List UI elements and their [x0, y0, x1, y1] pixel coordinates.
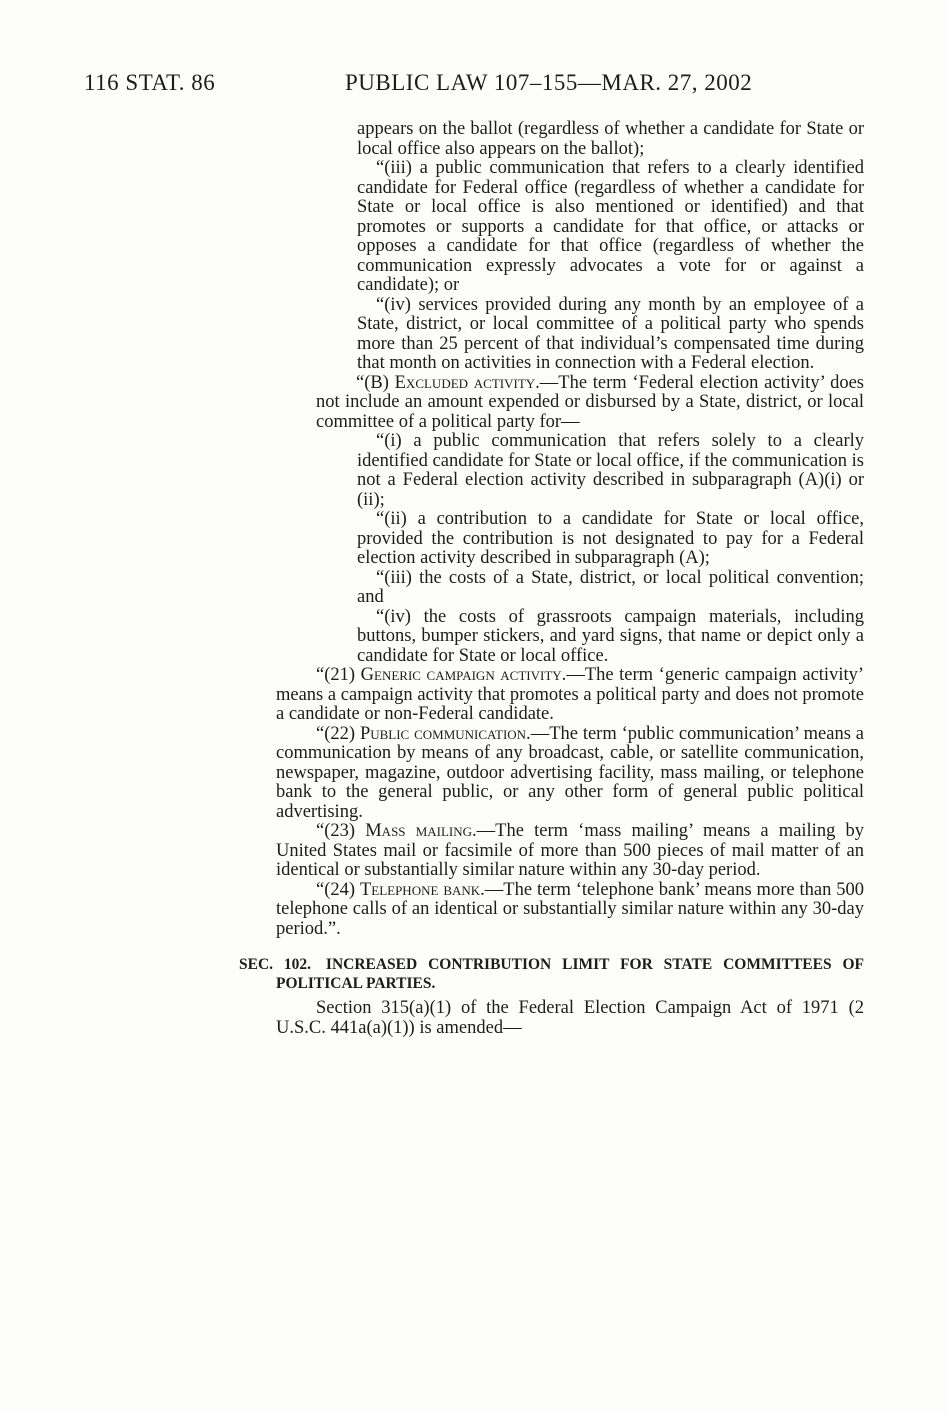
section-number: SEC. 102. [239, 956, 312, 973]
paragraph-23 [276, 822, 864, 881]
paragraph-21 [276, 666, 864, 725]
document-body [239, 119, 865, 1038]
paragraph-21-text: —The term ‘generic campaign activity’ means a campaign activity that promotes a political party and does not promote a candidate or non-Federal candidate. [276, 665, 865, 724]
paragraph-23-heading: Mass mailing. [365, 821, 477, 841]
stat-page-number: 116 STAT. 86 [84, 70, 216, 95]
paragraph-22-heading: Public communication. [359, 723, 531, 744]
clause-b-i: “(i) a public communication that refers solely to a clearly identified candidate for State or local office, if the communication is not a Federal election activity described in subparagraph (A)(i) or (ii); [357, 431, 864, 510]
paragraph-24 [276, 881, 864, 940]
clause-a-iv: “(iv) services provided during any month by an employee of a State, district, or local committee of a political party who spends more than 25 percent of that individual’s compensated time during that month on activities in connection with a Federal election. [357, 294, 864, 373]
clause-b-ii: “(ii) a contribution to a candidate for State or local office, provided the contribution is not designated to pay for a Federal election activity described in subparagraph (A); [357, 509, 864, 568]
paragraph-22-lead: “(22) [316, 723, 356, 744]
section-102-text: Section 315(a)(1) of the Federal Election Campaign Act of 1971 (2 U.S.C. 441a(a)(1)) is amended— [276, 998, 864, 1038]
subparagraph-b-heading: Excluded activity. [394, 372, 540, 393]
paragraph-21-heading: Generic campaign activity. [360, 665, 567, 685]
clause-a-continued: appears on the ballot (regardless of whether a candidate for State or local office also appears on the ballot); [357, 119, 864, 159]
section-title: INCREASED CONTRIBUTION LIMIT FOR STATE COMMITTEES OF POLITICAL PARTIES. [276, 956, 864, 992]
paragraph-24-text: —The term ‘telephone bank’ means more than 500 telephone calls of an identical or substantially similar nature within any 30-day period.”. [276, 879, 864, 939]
subparagraph-b [276, 374, 864, 433]
paragraph-23-lead: “(23) [316, 821, 356, 841]
clause-b-iii: “(iii) the costs of a State, district, or local political convention; and [357, 567, 864, 607]
subparagraph-a-clauses [276, 120, 864, 374]
clause-b-iv: “(iv) the costs of grassroots campaign materials, including buttons, bumper stickers, and yard signs, that name or depict only a candidate for State or local office. [357, 606, 864, 666]
paragraph-24-heading: Telephone bank. [359, 879, 485, 900]
subparagraph-b-lead: “(B) [356, 372, 389, 393]
paragraph-22-text: —The term ‘public communication’ means a communication by means of any broadcast, cable, or satellite communication, newspaper, magazine, outdoor advertising facility, mass mailing, or telephone bank to the general public, or any other form of general public political advertising. [276, 723, 864, 822]
paragraph-22 [276, 725, 864, 823]
subparagraph-b-clauses [276, 432, 864, 666]
clause-a-iii: “(iii) a public communication that refers to a clearly identified candidate for Federal office (regardless of whether a candidate for State or local office is also mentioned or identified) and that promotes or supports a candidate for that office, or attacks or opposes a candidate for that office (regardless of whether the communication expressly advocates a vote for or against a candidate); or [357, 158, 864, 295]
paragraph-23-text: —The term ‘mass mailing’ means a mailing by United States mail or facsimile of more than 500 pieces of mail matter of an identical or substantially similar nature within any 30-day period. [276, 821, 864, 880]
subparagraph-b-text: —The term ‘Federal election activity’ does not include an amount expended or disbursed by a State, district, or local committee of a political party for— [316, 372, 865, 432]
running-head-title: PUBLIC LAW 107–155—MAR. 27, 2002 [345, 70, 753, 95]
paragraph-24-lead: “(24) [316, 879, 356, 900]
paragraph-21-lead: “(21) [316, 665, 356, 685]
section-heading [239, 955, 864, 993]
